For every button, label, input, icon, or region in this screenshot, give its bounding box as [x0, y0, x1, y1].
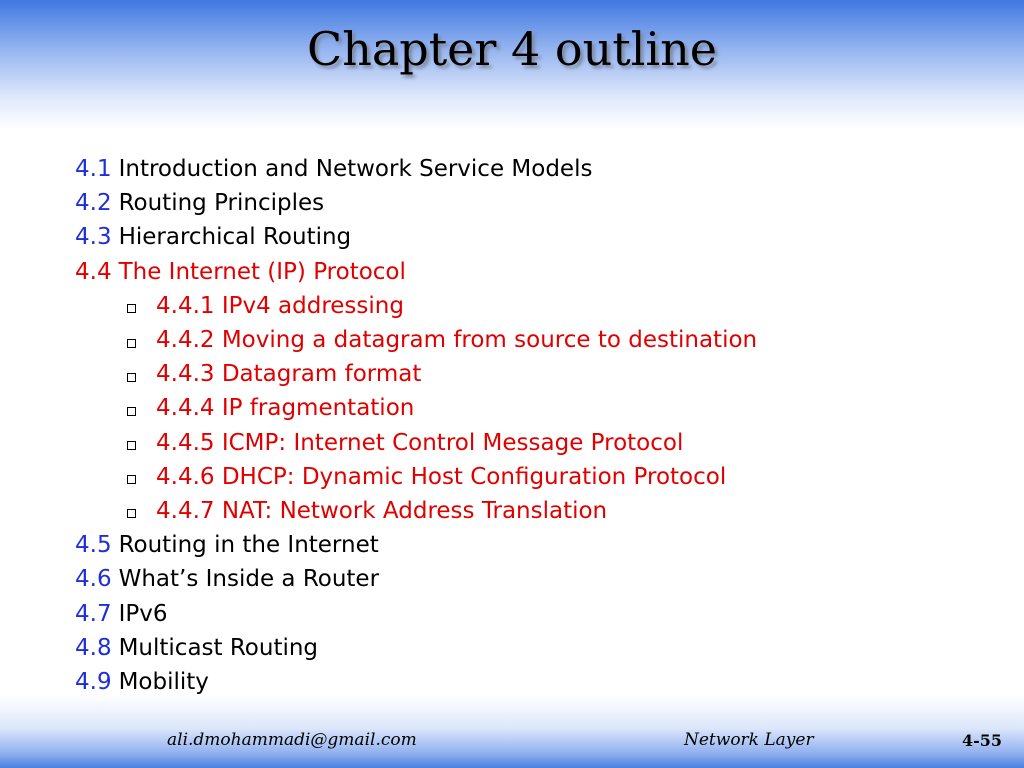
section-title: Routing in the Internet: [118, 532, 379, 559]
outline-item: [75, 562, 975, 596]
square-bullet-icon: [127, 475, 136, 484]
section-number: 4.9: [75, 668, 112, 695]
outline-item: [75, 152, 975, 186]
square-bullet-icon: [127, 339, 136, 348]
footer-course-name: Network Layer: [684, 730, 814, 750]
slide-number: 4-55: [962, 731, 1003, 750]
section-number: 4.3: [75, 224, 112, 251]
section-number: 4.7: [75, 600, 112, 627]
outline-subitem: [75, 494, 975, 528]
outline-subitem: [75, 426, 975, 460]
outline-item: [75, 186, 975, 220]
outline-subitem: [75, 323, 975, 357]
subsection-title: 4.4.4 IP fragmentation: [156, 395, 415, 422]
square-bullet-icon: [127, 509, 136, 518]
section-title: Hierarchical Routing: [118, 224, 352, 251]
section-title: Routing Principles: [118, 190, 325, 217]
square-bullet-icon: [127, 304, 136, 313]
section-title: The Internet (IP) Protocol: [118, 258, 406, 285]
section-number: 4.6: [75, 566, 112, 593]
square-bullet-icon: [127, 373, 136, 382]
section-title: What’s Inside a Router: [118, 566, 380, 593]
section-title: Introduction and Network Service Models: [118, 156, 593, 183]
outline-item-current: [75, 255, 975, 289]
section-number: 4.5: [75, 532, 112, 559]
subsection-title: 4.4.5 ICMP: Internet Control Message Protocol: [156, 429, 684, 456]
square-bullet-icon: [127, 407, 136, 416]
square-bullet-icon: [127, 441, 136, 450]
section-number: 4.8: [75, 634, 112, 661]
outline-subitem: [75, 357, 975, 391]
subsection-title: 4.4.6 DHCP: Dynamic Host Configuration Protocol: [156, 463, 727, 490]
footer-email: ali.dmohammadi@gmail.com: [167, 730, 417, 750]
outline-subitem: [75, 289, 975, 323]
slide-title: Chapter 4 outline: [307, 22, 717, 76]
subsection-title: 4.4.1 IPv4 addressing: [156, 292, 404, 319]
outline-subitem: [75, 391, 975, 425]
outline-item: [75, 631, 975, 665]
section-number: 4.4: [75, 258, 112, 285]
subsection-title: 4.4.2 Moving a datagram from source to destination: [156, 327, 758, 354]
section-number: 4.2: [75, 190, 112, 217]
outline-item: [75, 665, 975, 699]
section-title: Mobility: [118, 668, 209, 695]
outline-subitem: [75, 460, 975, 494]
outline-item: [75, 528, 975, 562]
chapter-outline: [75, 152, 975, 699]
footer-gradient-band: [0, 695, 1024, 768]
outline-item: [75, 220, 975, 254]
subsection-title: 4.4.7 NAT: Network Address Translation: [156, 497, 608, 524]
subsection-title: 4.4.3 Datagram format: [156, 361, 422, 388]
outline-item: [75, 596, 975, 630]
section-title: IPv6: [118, 600, 168, 627]
section-title: Multicast Routing: [118, 634, 319, 661]
section-number: 4.1: [75, 156, 112, 183]
